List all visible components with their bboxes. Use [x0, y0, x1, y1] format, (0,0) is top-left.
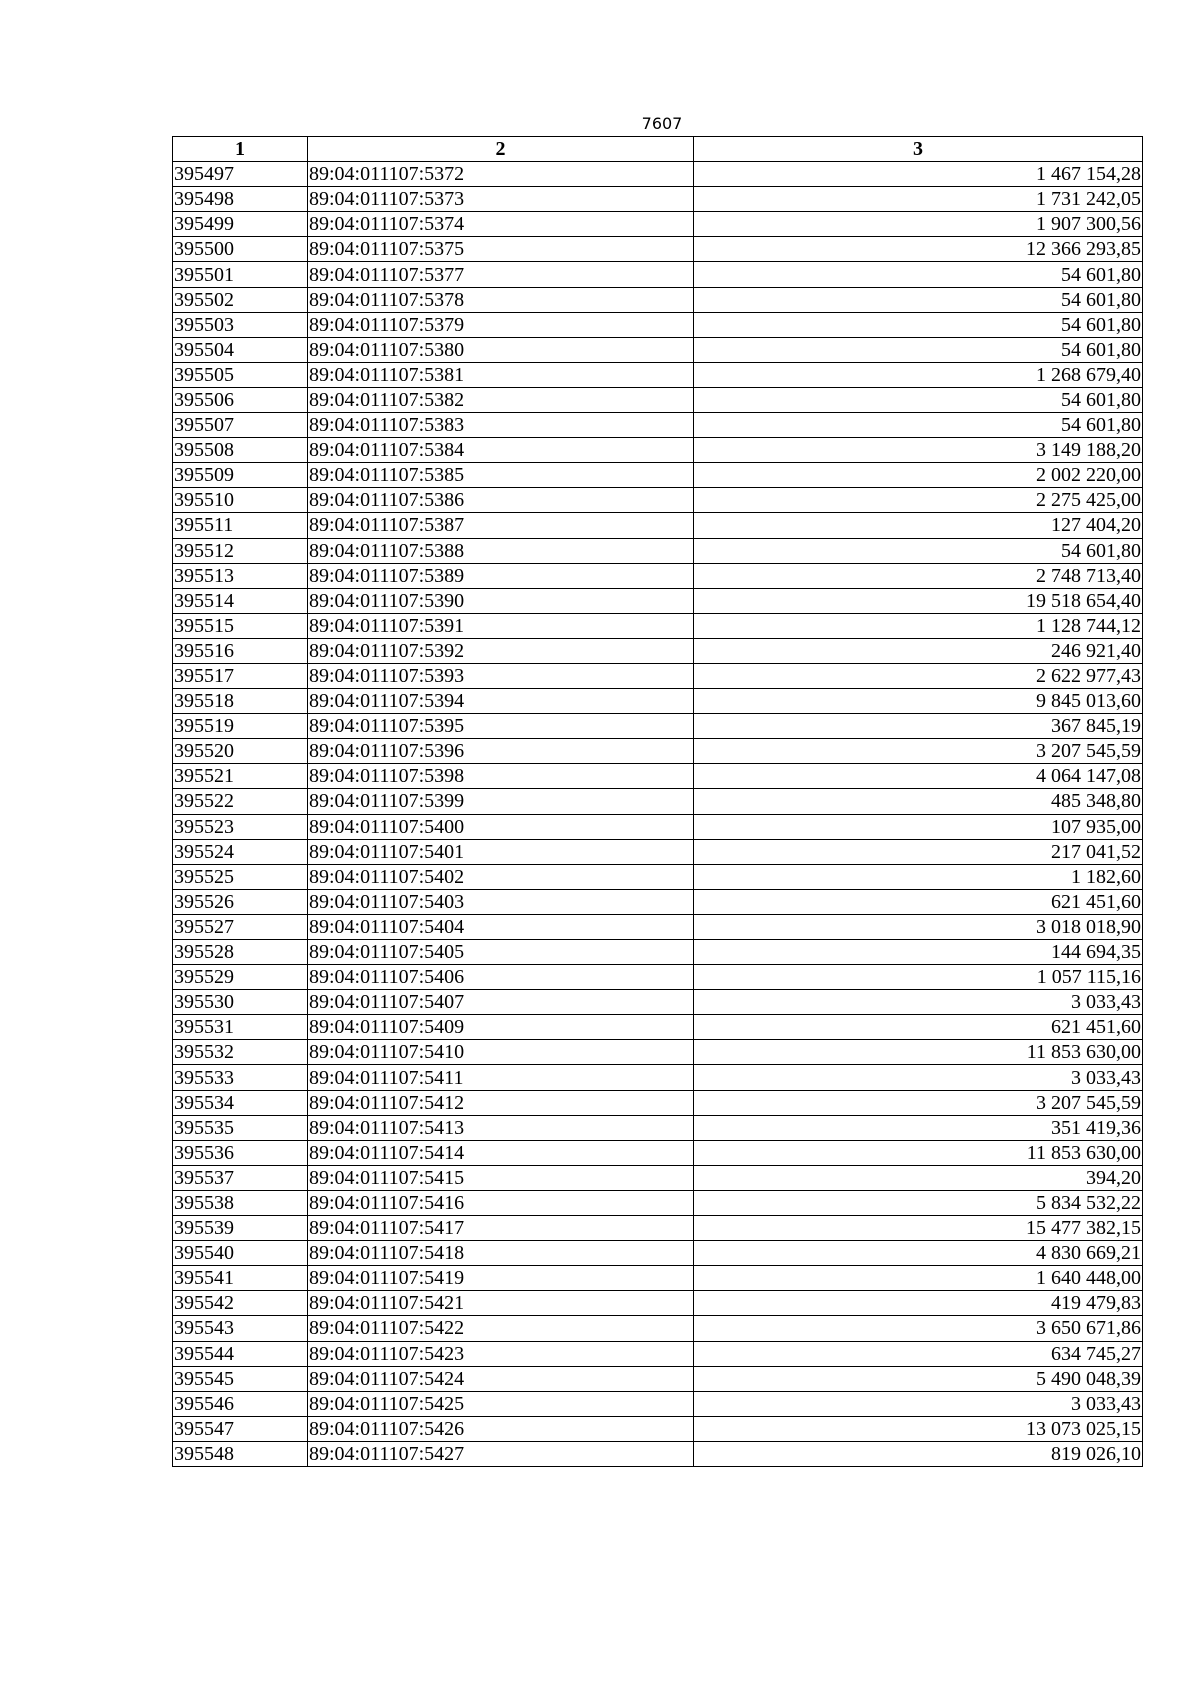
- cadastral-number-cell: 89:04:011107:5380: [308, 337, 694, 362]
- cadastral-number-cell: 89:04:011107:5379: [308, 312, 694, 337]
- cadastral-number-cell: 89:04:011107:5381: [308, 362, 694, 387]
- value-cell: 4 830 669,21: [694, 1241, 1143, 1266]
- row-number-cell: 395518: [173, 689, 308, 714]
- table-row: [173, 513, 1143, 538]
- value-cell: 1 907 300,56: [694, 212, 1143, 237]
- cadastral-number-cell: 89:04:011107:5393: [308, 663, 694, 688]
- value-cell: 2 275 425,00: [694, 488, 1143, 513]
- row-number-cell: 395499: [173, 212, 308, 237]
- value-cell: 127 404,20: [694, 513, 1143, 538]
- cadastral-number-cell: 89:04:011107:5404: [308, 914, 694, 939]
- table-row: [173, 663, 1143, 688]
- cadastral-number-cell: 89:04:011107:5391: [308, 613, 694, 638]
- row-number-cell: 395529: [173, 965, 308, 990]
- table-row: [173, 814, 1143, 839]
- table-row: [173, 1391, 1143, 1416]
- table-row: [173, 789, 1143, 814]
- value-cell: 2 622 977,43: [694, 663, 1143, 688]
- row-number-cell: 395508: [173, 438, 308, 463]
- cadastral-number-cell: 89:04:011107:5405: [308, 940, 694, 965]
- table-row: [173, 1366, 1143, 1391]
- table-row: [173, 1291, 1143, 1316]
- cadastral-number-cell: 89:04:011107:5384: [308, 438, 694, 463]
- table-row: [173, 162, 1143, 187]
- cadastral-number-cell: 89:04:011107:5399: [308, 789, 694, 814]
- row-number-cell: 395520: [173, 739, 308, 764]
- value-cell: 621 451,60: [694, 1015, 1143, 1040]
- value-cell: 1 731 242,05: [694, 187, 1143, 212]
- value-cell: 1 128 744,12: [694, 613, 1143, 638]
- value-cell: 5 490 048,39: [694, 1366, 1143, 1391]
- value-cell: 3 033,43: [694, 990, 1143, 1015]
- value-cell: 1 467 154,28: [694, 162, 1143, 187]
- cadastral-number-cell: 89:04:011107:5385: [308, 463, 694, 488]
- row-number-cell: 395532: [173, 1040, 308, 1065]
- value-cell: 621 451,60: [694, 889, 1143, 914]
- table-row: [173, 1341, 1143, 1366]
- table-row: [173, 739, 1143, 764]
- table-row: [173, 538, 1143, 563]
- row-number-cell: 395534: [173, 1090, 308, 1115]
- cadastral-number-cell: 89:04:011107:5373: [308, 187, 694, 212]
- cadastral-number-cell: 89:04:011107:5388: [308, 538, 694, 563]
- value-cell: 3 149 188,20: [694, 438, 1143, 463]
- cadastral-number-cell: 89:04:011107:5409: [308, 1015, 694, 1040]
- column-header-2: 2: [308, 137, 694, 162]
- value-cell: 3 207 545,59: [694, 1090, 1143, 1115]
- table-row: [173, 1416, 1143, 1441]
- cadastral-number-cell: 89:04:011107:5389: [308, 563, 694, 588]
- row-number-cell: 395517: [173, 663, 308, 688]
- value-cell: 54 601,80: [694, 262, 1143, 287]
- cadastral-number-cell: 89:04:011107:5386: [308, 488, 694, 513]
- table-row: [173, 287, 1143, 312]
- row-number-cell: 395530: [173, 990, 308, 1015]
- cadastral-number-cell: 89:04:011107:5415: [308, 1165, 694, 1190]
- row-number-cell: 395541: [173, 1266, 308, 1291]
- value-cell: 3 018 018,90: [694, 914, 1143, 939]
- row-number-cell: 395514: [173, 588, 308, 613]
- table-row: [173, 588, 1143, 613]
- table-row: [173, 1190, 1143, 1215]
- cadastral-number-cell: 89:04:011107:5411: [308, 1065, 694, 1090]
- cadastral-number-cell: 89:04:011107:5396: [308, 739, 694, 764]
- row-number-cell: 395515: [173, 613, 308, 638]
- table-row: [173, 714, 1143, 739]
- value-cell: 107 935,00: [694, 814, 1143, 839]
- cadastral-number-cell: 89:04:011107:5387: [308, 513, 694, 538]
- table-row: [173, 1090, 1143, 1115]
- row-number-cell: 395524: [173, 839, 308, 864]
- row-number-cell: 395543: [173, 1316, 308, 1341]
- table-row: [173, 864, 1143, 889]
- row-number-cell: 395507: [173, 413, 308, 438]
- table-header: [173, 137, 1143, 162]
- row-number-cell: 395504: [173, 337, 308, 362]
- cadastral-number-cell: 89:04:011107:5395: [308, 714, 694, 739]
- value-cell: 1 057 115,16: [694, 965, 1143, 990]
- value-cell: 4 064 147,08: [694, 764, 1143, 789]
- table-row: [173, 638, 1143, 663]
- row-number-cell: 395548: [173, 1441, 308, 1466]
- table-row: [173, 413, 1143, 438]
- row-number-cell: 395546: [173, 1391, 308, 1416]
- value-cell: 819 026,10: [694, 1441, 1143, 1466]
- table-row: [173, 237, 1143, 262]
- value-cell: 11 853 630,00: [694, 1040, 1143, 1065]
- row-number-cell: 395497: [173, 162, 308, 187]
- table-row: [173, 262, 1143, 287]
- row-number-cell: 395498: [173, 187, 308, 212]
- table-row: [173, 1015, 1143, 1040]
- row-number-cell: 395531: [173, 1015, 308, 1040]
- value-cell: 367 845,19: [694, 714, 1143, 739]
- row-number-cell: 395540: [173, 1241, 308, 1266]
- table-row: [173, 1266, 1143, 1291]
- table-row: [173, 990, 1143, 1015]
- cadastral-number-cell: 89:04:011107:5403: [308, 889, 694, 914]
- table-row: [173, 438, 1143, 463]
- cadastral-number-cell: 89:04:011107:5402: [308, 864, 694, 889]
- cadastral-number-cell: 89:04:011107:5412: [308, 1090, 694, 1115]
- row-number-cell: 395538: [173, 1190, 308, 1215]
- value-cell: 485 348,80: [694, 789, 1143, 814]
- value-cell: 54 601,80: [694, 387, 1143, 412]
- row-number-cell: 395513: [173, 563, 308, 588]
- row-number-cell: 395509: [173, 463, 308, 488]
- row-number-cell: 395503: [173, 312, 308, 337]
- row-number-cell: 395516: [173, 638, 308, 663]
- table-row: [173, 965, 1143, 990]
- value-cell: 1 182,60: [694, 864, 1143, 889]
- cadastral-number-cell: 89:04:011107:5390: [308, 588, 694, 613]
- table-row: [173, 187, 1143, 212]
- value-cell: 9 845 013,60: [694, 689, 1143, 714]
- value-cell: 2 002 220,00: [694, 463, 1143, 488]
- value-cell: 3 650 671,86: [694, 1316, 1143, 1341]
- value-cell: 3 033,43: [694, 1065, 1143, 1090]
- cadastral-number-cell: 89:04:011107:5374: [308, 212, 694, 237]
- table-row: [173, 1316, 1143, 1341]
- cadastral-number-cell: 89:04:011107:5414: [308, 1140, 694, 1165]
- column-header-1: 1: [173, 137, 308, 162]
- cadastral-number-cell: 89:04:011107:5422: [308, 1316, 694, 1341]
- value-cell: 12 366 293,85: [694, 237, 1143, 262]
- row-number-cell: 395547: [173, 1416, 308, 1441]
- table-row: [173, 613, 1143, 638]
- table-body: [173, 162, 1143, 1467]
- header-row: [173, 137, 1143, 162]
- table-row: [173, 1065, 1143, 1090]
- value-cell: 217 041,52: [694, 839, 1143, 864]
- cadastral-number-cell: 89:04:011107:5375: [308, 237, 694, 262]
- cadastral-number-cell: 89:04:011107:5400: [308, 814, 694, 839]
- table-row: [173, 463, 1143, 488]
- table-row: [173, 839, 1143, 864]
- cadastral-number-cell: 89:04:011107:5427: [308, 1441, 694, 1466]
- page-number: 7607: [641, 114, 683, 133]
- cadastral-number-cell: 89:04:011107:5421: [308, 1291, 694, 1316]
- table-row: [173, 940, 1143, 965]
- row-number-cell: 395528: [173, 940, 308, 965]
- table-row: [173, 914, 1143, 939]
- value-cell: 246 921,40: [694, 638, 1143, 663]
- cadastral-number-cell: 89:04:011107:5423: [308, 1341, 694, 1366]
- row-number-cell: 395512: [173, 538, 308, 563]
- cadastral-number-cell: 89:04:011107:5382: [308, 387, 694, 412]
- table-row: [173, 1241, 1143, 1266]
- register-table: [172, 136, 1143, 1467]
- cadastral-number-cell: 89:04:011107:5392: [308, 638, 694, 663]
- cadastral-number-cell: 89:04:011107:5426: [308, 1416, 694, 1441]
- value-cell: 351 419,36: [694, 1115, 1143, 1140]
- row-number-cell: 395501: [173, 262, 308, 287]
- row-number-cell: 395523: [173, 814, 308, 839]
- cadastral-number-cell: 89:04:011107:5406: [308, 965, 694, 990]
- row-number-cell: 395500: [173, 237, 308, 262]
- column-header-3: 3: [694, 137, 1143, 162]
- value-cell: 144 694,35: [694, 940, 1143, 965]
- cadastral-number-cell: 89:04:011107:5416: [308, 1190, 694, 1215]
- row-number-cell: 395502: [173, 287, 308, 312]
- table-row: [173, 1165, 1143, 1190]
- table-row: [173, 488, 1143, 513]
- value-cell: 419 479,83: [694, 1291, 1143, 1316]
- table-row: [173, 362, 1143, 387]
- table-row: [173, 563, 1143, 588]
- row-number-cell: 395545: [173, 1366, 308, 1391]
- cadastral-number-cell: 89:04:011107:5378: [308, 287, 694, 312]
- row-number-cell: 395521: [173, 764, 308, 789]
- value-cell: 3 207 545,59: [694, 739, 1143, 764]
- row-number-cell: 395533: [173, 1065, 308, 1090]
- value-cell: 1 268 679,40: [694, 362, 1143, 387]
- row-number-cell: 395536: [173, 1140, 308, 1165]
- cadastral-number-cell: 89:04:011107:5424: [308, 1366, 694, 1391]
- value-cell: 54 601,80: [694, 337, 1143, 362]
- table-row: [173, 764, 1143, 789]
- value-cell: 3 033,43: [694, 1391, 1143, 1416]
- cadastral-number-cell: 89:04:011107:5398: [308, 764, 694, 789]
- value-cell: 2 748 713,40: [694, 563, 1143, 588]
- table-row: [173, 1441, 1143, 1466]
- cadastral-number-cell: 89:04:011107:5418: [308, 1241, 694, 1266]
- cadastral-number-cell: 89:04:011107:5372: [308, 162, 694, 187]
- cadastral-number-cell: 89:04:011107:5410: [308, 1040, 694, 1065]
- cadastral-number-cell: 89:04:011107:5401: [308, 839, 694, 864]
- row-number-cell: 395542: [173, 1291, 308, 1316]
- row-number-cell: 395519: [173, 714, 308, 739]
- table-row: [173, 337, 1143, 362]
- value-cell: 54 601,80: [694, 287, 1143, 312]
- cadastral-number-cell: 89:04:011107:5413: [308, 1115, 694, 1140]
- table-row: [173, 689, 1143, 714]
- value-cell: 54 601,80: [694, 312, 1143, 337]
- value-cell: 394,20: [694, 1165, 1143, 1190]
- cadastral-number-cell: 89:04:011107:5383: [308, 413, 694, 438]
- cadastral-number-cell: 89:04:011107:5377: [308, 262, 694, 287]
- cadastral-number-cell: 89:04:011107:5425: [308, 1391, 694, 1416]
- table-row: [173, 1216, 1143, 1241]
- row-number-cell: 395522: [173, 789, 308, 814]
- value-cell: 5 834 532,22: [694, 1190, 1143, 1215]
- row-number-cell: 395539: [173, 1216, 308, 1241]
- cadastral-number-cell: 89:04:011107:5407: [308, 990, 694, 1015]
- value-cell: 54 601,80: [694, 538, 1143, 563]
- value-cell: 634 745,27: [694, 1341, 1143, 1366]
- cadastral-number-cell: 89:04:011107:5419: [308, 1266, 694, 1291]
- table-row: [173, 1040, 1143, 1065]
- value-cell: 54 601,80: [694, 413, 1143, 438]
- value-cell: 15 477 382,15: [694, 1216, 1143, 1241]
- cadastral-number-cell: 89:04:011107:5394: [308, 689, 694, 714]
- row-number-cell: 395506: [173, 387, 308, 412]
- value-cell: 11 853 630,00: [694, 1140, 1143, 1165]
- table-row: [173, 387, 1143, 412]
- row-number-cell: 395526: [173, 889, 308, 914]
- table-row: [173, 889, 1143, 914]
- table-row: [173, 312, 1143, 337]
- table-row: [173, 212, 1143, 237]
- row-number-cell: 395544: [173, 1341, 308, 1366]
- row-number-cell: 395525: [173, 864, 308, 889]
- cadastral-number-cell: 89:04:011107:5417: [308, 1216, 694, 1241]
- row-number-cell: 395535: [173, 1115, 308, 1140]
- row-number-cell: 395511: [173, 513, 308, 538]
- row-number-cell: 395527: [173, 914, 308, 939]
- table-row: [173, 1115, 1143, 1140]
- value-cell: 1 640 448,00: [694, 1266, 1143, 1291]
- row-number-cell: 395537: [173, 1165, 308, 1190]
- value-cell: 19 518 654,40: [694, 588, 1143, 613]
- row-number-cell: 395510: [173, 488, 308, 513]
- value-cell: 13 073 025,15: [694, 1416, 1143, 1441]
- row-number-cell: 395505: [173, 362, 308, 387]
- table-row: [173, 1140, 1143, 1165]
